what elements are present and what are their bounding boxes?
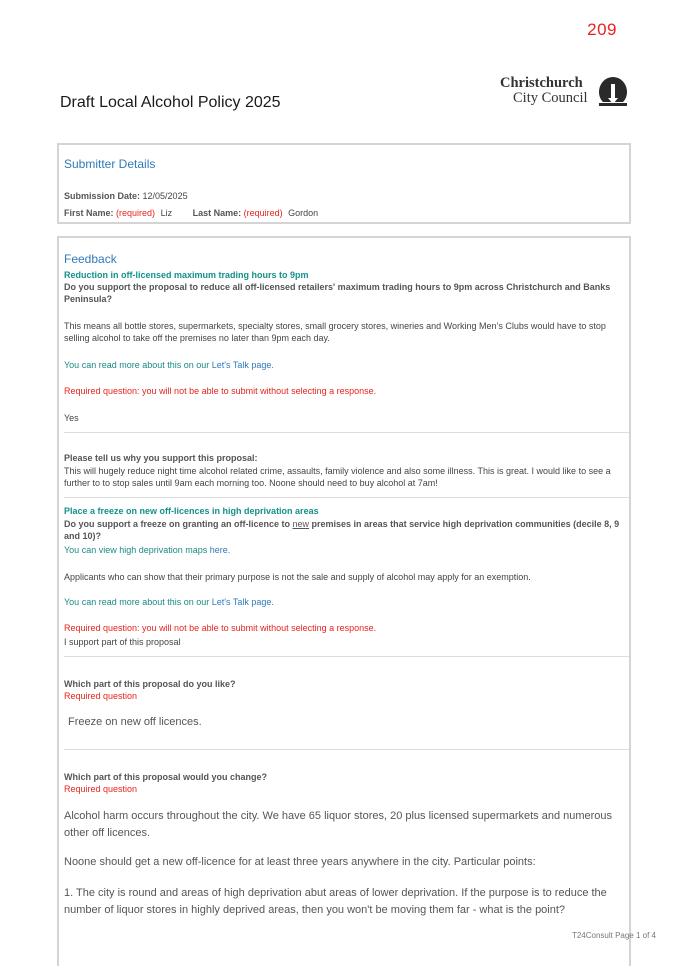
change-paragraph-1: Alcohol harm occurs throughout the city. We have 65 liquor stores, 20 plus licensed supermarkets and numerous other off licences. — [64, 810, 613, 839]
like-label: Which part of this proposal do you like? — [64, 679, 236, 689]
like-answer: Freeze on new off licences. — [68, 716, 202, 728]
page-footer: T24Consult Page 1 of 4 — [571, 931, 656, 940]
submission-date-label: Submission Date: — [64, 191, 141, 201]
q2-maps-suffix: . — [227, 545, 231, 555]
page-title: Draft Local Alcohol Policy 2025 — [60, 94, 281, 111]
q2-question-pre: Do you support a freeze on granting an off-licence to — [64, 519, 293, 529]
why-label: Please tell us why you support this proposal: — [64, 453, 258, 463]
q1-lets-talk-link[interactable]: Let's Talk page — [211, 360, 272, 370]
q1-read-more-suffix: . — [271, 360, 274, 370]
logo-line-1: Christchurch — [500, 75, 583, 91]
why-answer: This will hugely reduce night time alcohol related crime, assaults, family violence and also some illness. This is great. I would like to see a further to to stop sales until 9am each morning too. Noone should need to buy alcohol at 7am! — [64, 466, 611, 488]
q2-read-more-prefix: You can read more about this on our — [64, 597, 212, 607]
q2-maps-line — [64, 544, 624, 556]
name-row — [64, 207, 624, 219]
q1-description: This means all bottle stores, supermarkets, specialty stores, small grocery stores, wineries and Working Men’s Clubs would have to stop selling alcohol to take off the premises no later than 9pm each day. — [64, 321, 606, 343]
change-required: Required question — [64, 784, 138, 794]
submitter-details-section — [57, 143, 631, 224]
q1-required-note: Required question: you will not be able to submit without selecting a response. — [64, 386, 377, 396]
q2-exemption: Applicants who can show that their primary purpose is not the sale and supply of alcohol may apply for an exemption. — [64, 572, 531, 582]
divider — [64, 432, 629, 433]
submission-date-value: 12/05/2025 — [142, 191, 188, 201]
last-name-label: Last Name: — [192, 208, 242, 218]
logo-line-2: City Council — [513, 90, 588, 106]
q2-required-note: Required question: you will not be able to submit without selecting a response. — [64, 623, 377, 633]
q2-question-underline: new — [292, 519, 310, 529]
first-name-required: (required) — [116, 208, 156, 218]
last-name-value: Gordon — [288, 208, 319, 218]
divider — [64, 497, 629, 498]
q2-read-more-suffix: . — [271, 597, 274, 607]
council-logo — [500, 75, 630, 109]
q2-title: Place a freeze on new off-licences in high deprivation areas — [64, 506, 319, 516]
feedback-heading: Feedback — [64, 252, 117, 266]
change-label: Which part of this proposal would you change? — [64, 772, 268, 782]
last-name-required: (required) — [243, 208, 283, 218]
first-name-label: First Name: — [64, 208, 114, 218]
divider — [64, 656, 629, 657]
submitter-heading: Submitter Details — [64, 157, 156, 171]
change-paragraph-3: 1. The city is round and areas of high deprivation abut areas of lower deprivation. If the purpose is to reduce the number of liquor stores in highly deprived areas, then you won't be moving them far - what is the point? — [64, 887, 607, 916]
q2-lets-talk-link[interactable]: Let's Talk page — [211, 597, 272, 607]
divider — [64, 749, 629, 750]
first-name-value: Liz — [160, 208, 173, 218]
page-number: 209 — [587, 20, 617, 39]
change-paragraph-2: Noone should get a new off-licence for at least three years anywhere in the city. Particular points: — [64, 856, 536, 868]
q2-maps-prefix: You can view high deprivation maps — [64, 545, 210, 555]
q1-question: Do you support the proposal to reduce all off-licensed retailers' maximum trading hours to 9pm across Christchurch and Banks Peninsula? — [64, 282, 611, 304]
cathedral-logo-icon — [597, 76, 629, 108]
like-required: Required question — [64, 691, 138, 701]
submission-date-row — [64, 190, 624, 202]
q1-read-more — [64, 359, 624, 371]
feedback-section — [57, 236, 631, 966]
q1-read-more-prefix: You can read more about this on our — [64, 360, 212, 370]
q2-maps-link[interactable]: here — [209, 545, 228, 555]
q2-read-more — [64, 596, 624, 608]
q1-title: Reduction in off-licensed maximum trading hours to 9pm — [64, 270, 309, 280]
q2-question — [64, 518, 624, 542]
q2-answer: I support part of this proposal — [64, 637, 181, 647]
q1-answer: Yes — [64, 413, 79, 423]
q2-question-post: premises in areas that service high deprivation communities (decile 8, 9 and 10)? — [64, 519, 620, 541]
